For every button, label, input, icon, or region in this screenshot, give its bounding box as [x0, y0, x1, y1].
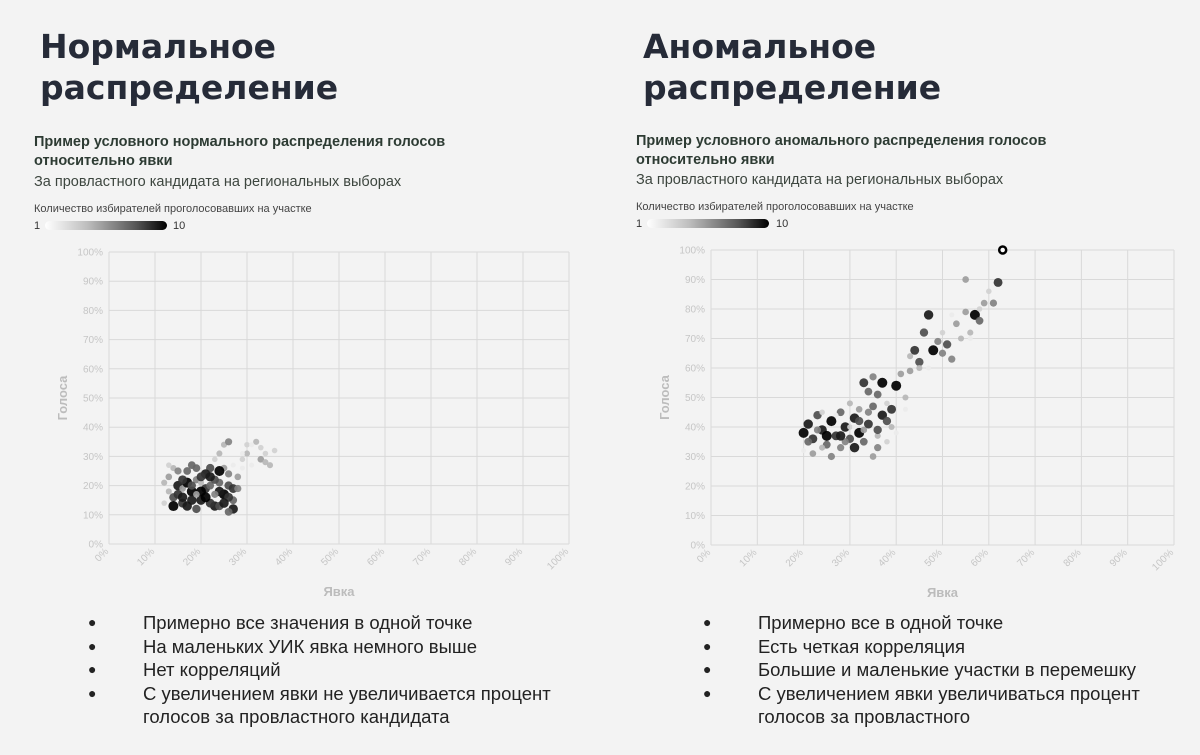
data-point: [916, 365, 922, 371]
data-point: [860, 438, 868, 446]
data-point: [161, 500, 167, 506]
x-tick-label: 20%: [783, 547, 806, 570]
x-tick-label: 10%: [737, 547, 760, 570]
x-axis-title: Явка: [926, 585, 959, 600]
data-point: [837, 444, 844, 451]
data-point: [234, 474, 241, 481]
data-point: [834, 413, 839, 418]
x-tick-label: 30%: [227, 546, 250, 569]
y-tick-label: 70%: [82, 335, 103, 347]
data-point: [161, 480, 167, 486]
data-point: [193, 491, 200, 498]
data-point: [219, 498, 228, 507]
data-point: [928, 345, 938, 355]
data-point: [940, 330, 946, 336]
y-tick-label: 20%: [82, 481, 103, 493]
data-point: [836, 431, 845, 440]
y-tick-label: 100%: [77, 247, 103, 259]
data-point: [267, 462, 273, 468]
data-point: [865, 388, 873, 396]
data-point: [977, 306, 983, 312]
data-point: [869, 402, 877, 410]
data-point: [990, 299, 997, 306]
data-point: [891, 381, 901, 391]
x-tick-label: 90%: [503, 546, 526, 569]
data-point: [874, 444, 881, 451]
y-axis-title: Голоса: [657, 375, 672, 420]
data-point: [939, 350, 946, 357]
data-point: [804, 438, 812, 446]
x-tick-label: 80%: [1061, 547, 1084, 570]
data-point: [214, 466, 224, 476]
data-point: [178, 493, 187, 502]
data-point: [958, 335, 964, 341]
y-tick-label: 60%: [82, 364, 103, 376]
data-point: [986, 289, 992, 295]
data-point: [887, 405, 896, 414]
data-point: [870, 453, 877, 460]
y-axis-title: Голоса: [55, 375, 70, 421]
data-point: [860, 427, 867, 434]
data-point: [847, 400, 853, 406]
data-point: [225, 470, 232, 477]
data-point: [166, 488, 172, 494]
data-point: [240, 457, 246, 463]
y-tick-label: 50%: [82, 393, 103, 405]
data-point: [166, 462, 172, 468]
data-point: [889, 424, 895, 430]
data-point: [953, 320, 960, 327]
y-tick-label: 10%: [82, 510, 103, 522]
y-tick-label: 0%: [88, 539, 103, 551]
data-point: [883, 417, 891, 425]
right-legend-title: Количество избирателей проголосовавших на участке: [636, 201, 914, 213]
right-heading-line-2: распределение: [643, 68, 942, 107]
data-point: [874, 391, 882, 399]
data-point: [968, 336, 973, 341]
data-point: [819, 409, 825, 415]
x-tick-label: 50%: [319, 546, 342, 569]
data-point: [799, 428, 809, 438]
y-tick-label: 30%: [684, 452, 705, 463]
data-point: [976, 317, 984, 325]
left-bullet-item: ● С увеличением явки не увеличивается процент голосов за провластного кандидата: [88, 682, 598, 729]
left-chart-title: Пример условного нормального распределения голосов относительно явки: [34, 134, 446, 169]
data-point: [182, 501, 191, 510]
data-point: [949, 312, 954, 317]
y-tick-label: 80%: [82, 305, 103, 317]
data-point: [884, 439, 890, 445]
data-point: [814, 426, 821, 433]
data-point: [962, 309, 969, 316]
data-point: [865, 409, 872, 416]
y-tick-label: 20%: [684, 481, 705, 493]
data-point: [856, 406, 863, 413]
left-bullet-list: [88, 611, 598, 729]
data-point: [962, 276, 969, 283]
data-point: [981, 300, 988, 307]
data-point: [197, 472, 206, 481]
left-heading-line-2: распределение: [40, 68, 339, 107]
data-point: [240, 466, 245, 471]
y-tick-label: 50%: [684, 393, 705, 404]
x-tick-label: 0%: [695, 547, 714, 566]
y-tick-label: 0%: [690, 540, 705, 552]
data-point: [168, 501, 178, 511]
x-tick-label: 30%: [830, 547, 853, 570]
data-point: [211, 491, 218, 498]
y-tick-label: 100%: [679, 245, 705, 257]
y-tick-label: 10%: [684, 511, 705, 522]
right-bullet-list: [703, 611, 1173, 729]
x-tick-label: 50%: [922, 547, 945, 570]
x-axis-title: Явка: [323, 584, 355, 599]
data-point: [193, 464, 201, 472]
data-point: [855, 417, 863, 425]
x-tick-label: 40%: [273, 546, 296, 569]
data-point: [804, 419, 813, 428]
data-point: [902, 394, 908, 400]
data-point: [165, 474, 172, 481]
data-point: [249, 442, 254, 447]
data-point: [810, 450, 817, 457]
data-point: [174, 467, 181, 474]
y-tick-label: 40%: [82, 422, 103, 434]
data-point: [967, 330, 973, 336]
left-legend-min: 1: [34, 220, 41, 232]
x-tick-label: 100%: [1150, 547, 1177, 574]
data-point: [907, 353, 913, 359]
right-legend-max: 10: [776, 218, 789, 230]
data-point: [994, 278, 1003, 287]
data-point: [801, 448, 806, 453]
data-point: [201, 492, 211, 502]
left-scatter-plot: [0, 0, 600, 620]
data-point: [948, 356, 955, 363]
data-point: [263, 451, 269, 457]
data-point: [240, 451, 245, 456]
data-point: [826, 416, 836, 426]
right-legend-min: 1: [636, 218, 643, 230]
left-bullet-item: ● Нет корреляций: [88, 658, 598, 682]
data-point: [178, 475, 187, 484]
x-tick-label: 0%: [93, 546, 112, 565]
data-point: [819, 445, 825, 451]
right-bullet-item: ● Есть четкая корреляция: [703, 635, 1173, 659]
right-chart-subtitle: За провластного кандидата на региональных выборах: [636, 172, 1004, 188]
y-tick-label: 40%: [684, 422, 705, 434]
data-point: [205, 472, 214, 481]
data-point: [920, 328, 928, 336]
data-point: [828, 453, 835, 460]
right-scatter-plot: [600, 0, 1200, 620]
data-point: [874, 426, 882, 434]
data-point: [926, 366, 931, 371]
x-tick-label: 80%: [457, 546, 480, 569]
data-point: [934, 338, 941, 345]
x-tick-label: 10%: [135, 546, 158, 569]
data-point: [225, 508, 233, 516]
data-point: [877, 378, 887, 388]
left-legend-title: Количество избирателей проголосовавших на участке: [34, 203, 312, 215]
data-point: [924, 310, 933, 319]
right-chart-title: Пример условного аномального распределения голосов относительно явки: [636, 133, 1047, 168]
data-point: [216, 450, 222, 456]
x-tick-label: 70%: [1015, 547, 1038, 570]
left-heading-line-1: Нормальное: [40, 27, 277, 66]
data-point: [244, 442, 250, 448]
x-tick-label: 20%: [181, 546, 204, 569]
left-bullet-item: ● Примерно все значения в одной точке: [88, 611, 598, 635]
y-tick-label: 90%: [684, 275, 705, 286]
left-chart-subtitle: За провластного кандидата на региональных выборах: [34, 174, 402, 190]
data-point: [884, 401, 890, 407]
x-tick-label: 70%: [411, 546, 434, 569]
data-point: [894, 430, 899, 435]
x-tick-label: 60%: [968, 547, 991, 570]
data-point: [847, 424, 853, 430]
data-point: [212, 457, 218, 463]
y-tick-label: 30%: [82, 451, 103, 463]
x-tick-label: 40%: [876, 547, 899, 570]
x-tick-label: 60%: [365, 546, 388, 569]
left-legend-max: 10: [173, 220, 186, 232]
right-bullet-item: ● Примерно все в одной точке: [703, 611, 1173, 635]
data-point: [999, 247, 1006, 254]
data-point: [249, 463, 254, 468]
y-tick-label: 90%: [82, 276, 103, 288]
y-tick-label: 60%: [684, 363, 705, 375]
y-tick-label: 80%: [684, 304, 705, 316]
data-point: [272, 448, 278, 454]
data-point: [253, 439, 259, 445]
data-point: [192, 505, 200, 513]
right-heading-line-1: Аномальное: [643, 27, 877, 66]
data-point: [231, 463, 236, 468]
x-tick-label: 90%: [1107, 547, 1130, 570]
data-point: [258, 445, 264, 451]
data-point: [943, 340, 951, 348]
right-bullet-item: ● Большие и маленькие участки в перемешку: [703, 658, 1173, 682]
data-point: [897, 371, 904, 378]
data-point: [907, 368, 914, 375]
x-tick-label: 100%: [545, 546, 572, 573]
data-point: [225, 438, 232, 445]
data-point: [910, 346, 919, 355]
right-bullet-item: ● С увеличением явки увеличиваться процент голосов за провластного: [703, 682, 1173, 729]
data-point: [903, 407, 908, 412]
left-bullet-item: ● На маленьких УИК явка немного выше: [88, 635, 598, 659]
y-tick-label: 70%: [684, 334, 705, 345]
data-point: [852, 425, 857, 430]
data-point: [850, 443, 859, 452]
data-point: [859, 378, 868, 387]
data-point: [822, 431, 832, 441]
data-point: [869, 373, 876, 380]
data-point: [188, 481, 196, 489]
data-point: [234, 485, 241, 492]
